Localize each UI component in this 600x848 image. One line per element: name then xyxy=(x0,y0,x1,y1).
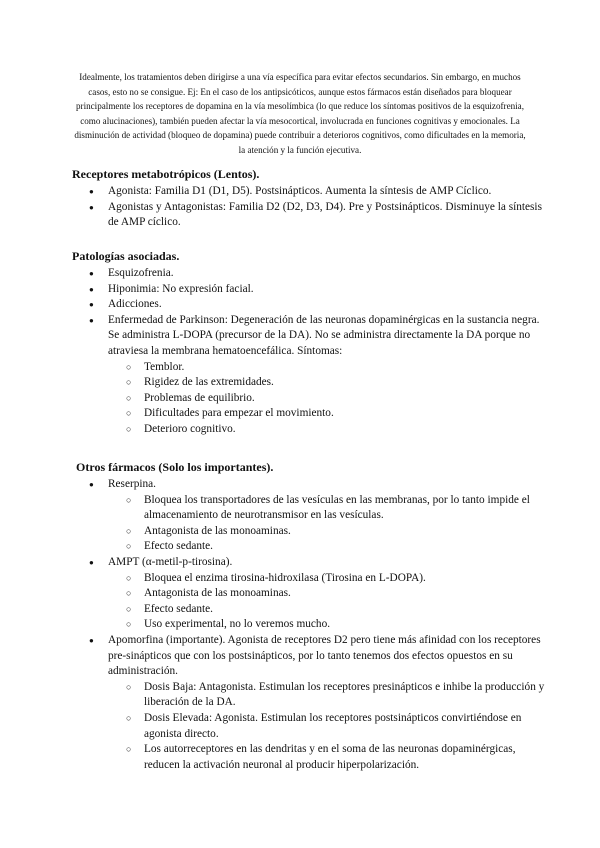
list-item-reserpina xyxy=(72,477,546,555)
list-item-parkinson xyxy=(72,313,542,438)
sub-list-item: ○ Temblor. xyxy=(108,360,542,376)
sub-list-item: ○ Problemas de equilibrio. xyxy=(108,391,542,407)
sub-list-item: ○ Dificultades para empezar el movimiento. xyxy=(108,406,542,422)
sub-list xyxy=(108,360,542,438)
list-item-ampt xyxy=(72,555,546,633)
intro-paragraph: Idealmente, los tratamientos deben dirigirse a una vía específica para evitar efectos secundarios. Sin embargo, en muchos casos, esto no se consigue. Ej: En el caso de los antipsicóticos, aunque estos fármacos están diseñados para bloquear principalmente los receptores de dopamina en la vía mesolímbica (lo que reduce los síntomas positivos de la esquizofrenia, como alucinaciones), también pueden afectar la vía mesocortical, involucrada en funciones cognitivas y emocionales. La disminución de actividad (bloqueo de dopamina) puede contribuir a deterioros cognitivos, como dificultades en la memoria, la atención y la función ejecutiva. xyxy=(74,72,526,155)
section-receptores xyxy=(72,166,542,231)
list-item: ● Adicciones. xyxy=(72,297,542,313)
section-patologias xyxy=(72,248,542,438)
sub-list xyxy=(108,680,546,774)
sub-list-item: ○ Antagonista de las monoaminas. xyxy=(108,586,546,602)
sub-list-item: ○ Uso experimental, no lo veremos mucho. xyxy=(108,617,546,633)
section-heading: Patologías asociadas. xyxy=(72,249,180,263)
sub-list-item: ○ Bloquea los transportadores de las vesículas en las membranas, por lo tanto impide el almacenamiento de neurotransmisor en las vesículas. xyxy=(108,493,546,524)
list-item: ● Hiponimia: No expresión facial. xyxy=(72,282,542,298)
sub-list xyxy=(108,493,546,555)
section-otros-farmacos xyxy=(76,459,546,773)
list-item: ● Esquizofrenia. xyxy=(72,266,542,282)
sub-list-item: ○ Dosis Elevada: Agonista. Estimulan los receptores postsinápticos convirtiéndose en agonista directo. xyxy=(108,711,546,742)
list-item-text: Enfermedad de Parkinson: Degeneración de las neuronas dopaminérgicas en la sustancia negra. Se administra L-DOPA (precursor de la DA). No se administra directamente la DA porque no atraviesa la membrana hematoencefálica. Síntomas: xyxy=(108,313,540,357)
list-item-text: AMPT (α-metil-p-tirosina). xyxy=(108,555,233,568)
sub-list-item: ○ Rigidez de las extremidades. xyxy=(108,375,542,391)
sub-list xyxy=(108,571,546,633)
sub-list-item: ○ Antagonista de las monoaminas. xyxy=(108,524,546,540)
sub-list-item: ○ Los autorreceptores en las dendritas y en el soma de las neuronas dopaminérgicas, reducen la activación neuronal al producir hiperpolarización. xyxy=(108,742,546,773)
list-item-apomorfina xyxy=(72,633,546,773)
list-item-text: Reserpina. xyxy=(108,478,156,490)
bullet-list xyxy=(72,266,542,438)
sub-list-item: ○ Dosis Baja: Antagonista. Estimulan los receptores presinápticos e inhibe la producción y liberación de la DA. xyxy=(108,680,546,711)
section-heading: Otros fármacos (Solo los importantes). xyxy=(76,460,274,474)
sub-list-item: ○ Deterioro cognitivo. xyxy=(108,422,542,438)
sub-list-item: ○ Efecto sedante. xyxy=(108,602,546,618)
sub-list-item: ○ Efecto sedante. xyxy=(108,539,546,555)
list-item: ● Agonistas y Antagonistas: Familia D2 (D2, D3, D4). Pre y Postsinápticos. Disminuye la síntesis de AMP cíclico. xyxy=(72,200,542,231)
list-item-text: Apomorfina (importante). Agonista de receptores D2 pero tiene más afinidad con los receptores pre-sinápticos que con los postsinápticos, por lo tanto tenemos dos efectos opuestos en su administración. xyxy=(108,633,541,678)
bullet-list xyxy=(72,184,542,231)
list-item: ● Agonista: Familia D1 (D1, D5). Postsinápticos. Aumenta la síntesis de AMP Cíclico. xyxy=(72,184,542,200)
bullet-list xyxy=(72,477,546,773)
sub-list-item: ○ Bloquea el enzima tirosina-hidroxilasa (Tirosina en L-DOPA). xyxy=(108,571,546,587)
section-heading: Receptores metabotrópicos (Lentos). xyxy=(72,167,260,181)
